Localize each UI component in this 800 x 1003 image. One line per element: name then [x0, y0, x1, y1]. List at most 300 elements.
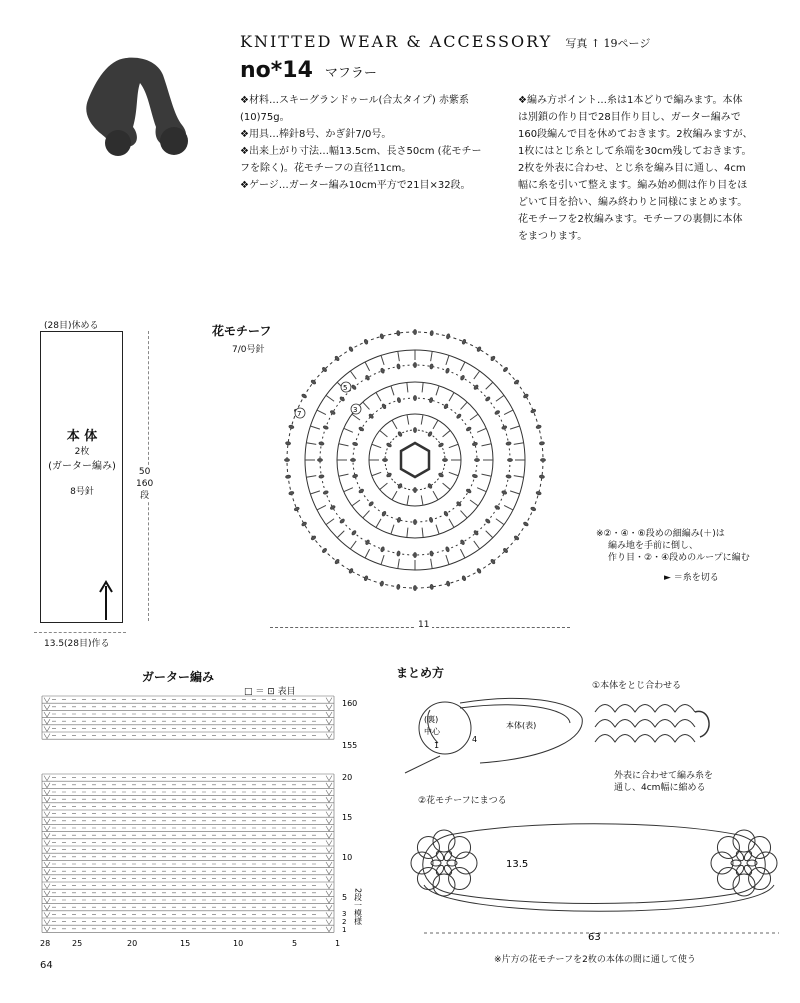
- stitch-mark: [323, 490, 328, 494]
- row-label: 15: [342, 813, 353, 822]
- back-label: (裏): [424, 715, 439, 724]
- stitch-mark: [428, 483, 433, 489]
- stitch-mark: [386, 443, 392, 448]
- stitch-mark: [430, 331, 433, 336]
- stitch-mark: [443, 459, 448, 462]
- stitch-mark: [477, 428, 486, 432]
- motif-needle: 7/0号針: [232, 345, 265, 355]
- edge-slip-mark: [44, 812, 50, 817]
- repeat-label: 2段一模様: [353, 888, 363, 926]
- stitch-mark: [322, 548, 327, 553]
- stitch-mark: [436, 525, 439, 535]
- size-line: ❖出来上がり寸法…幅13.5cm、長さ50cm (花モチー: [240, 146, 482, 157]
- rows-unit: 段: [140, 491, 150, 501]
- stitch-mark: [397, 584, 400, 589]
- stitch-mark: [414, 488, 417, 493]
- stitch-mark: [446, 334, 450, 339]
- edge-slip-mark: [326, 848, 332, 853]
- stitch-mark: [310, 491, 320, 494]
- stitch-mark: [462, 339, 466, 345]
- stitch-mark: [430, 551, 434, 556]
- stitch-mark: [504, 410, 513, 415]
- stitch-mark: [496, 395, 504, 401]
- stitch-mark: [449, 444, 458, 447]
- stitch-mark: [317, 410, 326, 415]
- stitch-mark: [414, 363, 417, 368]
- stitch-mark: [326, 519, 334, 525]
- stitch-mark: [368, 501, 373, 506]
- stitch-mark: [539, 475, 544, 478]
- stitch-mark: [494, 505, 500, 510]
- edge-slip-mark: [44, 848, 50, 853]
- edge-slip-mark: [326, 840, 332, 845]
- stitch-mark: [531, 409, 537, 413]
- edge-slip-mark: [326, 920, 332, 925]
- edge-slip-mark: [44, 797, 50, 802]
- stitch-mark: [445, 547, 449, 552]
- stitch-mark: [482, 444, 492, 446]
- series-name: KNITTED WEAR & ACCESSORY: [240, 32, 553, 51]
- edge-slip-mark: [326, 812, 332, 817]
- stitch-mark: [541, 459, 546, 462]
- edge-slip-mark: [326, 705, 332, 710]
- stitch-mark: [460, 375, 465, 381]
- flower-motif-chart: [270, 315, 570, 615]
- stitch-mark: [539, 442, 544, 445]
- stitch-mark: [444, 511, 449, 517]
- stitch-mark: [407, 382, 408, 392]
- stitch-mark: [397, 364, 401, 369]
- assembly-title: まとめ方: [396, 666, 445, 680]
- edge-slip-mark: [44, 876, 50, 881]
- stitch-mark: [414, 428, 417, 433]
- points-line: は別鎖の作り目で28目作り目し、ガーター編みで: [518, 112, 741, 123]
- stitch-mark: [482, 474, 492, 476]
- stitch-mark: [462, 576, 466, 582]
- stitch-mark: [398, 351, 400, 361]
- stitch-mark: [443, 430, 451, 436]
- stitch-mark: [344, 488, 353, 492]
- stitch-mark: [407, 495, 409, 505]
- col-label: 25: [72, 939, 83, 948]
- stitch-mark: [398, 559, 400, 569]
- stitch-mark: [470, 500, 478, 506]
- stitch-mark: [494, 410, 500, 415]
- stitch-mark: [286, 475, 291, 478]
- stitch-mark: [319, 442, 324, 446]
- stitch-mark: [460, 539, 465, 545]
- stitch-mark: [397, 517, 401, 522]
- stitch-mark: [319, 475, 324, 479]
- col-label: 1: [335, 939, 341, 948]
- edge-slip-mark: [44, 927, 50, 932]
- stitch-mark: [301, 394, 307, 399]
- row-label: 2: [342, 918, 347, 926]
- stitch-mark: [326, 395, 334, 401]
- stitch-mark: [330, 410, 336, 415]
- flower-petal: [433, 874, 455, 896]
- attach-motif-illustration: [400, 688, 590, 798]
- edge-slip-mark: [326, 698, 332, 703]
- stitch-mark: [398, 483, 403, 489]
- edge-slip-mark: [44, 783, 50, 788]
- col-label: 20: [127, 939, 138, 948]
- edge-slip-mark: [326, 826, 332, 831]
- seam-illustration: [590, 692, 720, 762]
- round-5-label: 5: [343, 384, 348, 392]
- stitch-mark: [380, 581, 384, 586]
- stitch-mark: [301, 522, 307, 527]
- stitch-mark: [349, 346, 354, 352]
- row-label: 155: [342, 741, 358, 750]
- stitch-mark: [339, 474, 349, 476]
- size-line: フを除く)。花モチーフの直径11cm。: [240, 163, 412, 174]
- edge-slip-mark: [326, 927, 332, 932]
- motif-note: 作り目・②・④段めのループに編む: [608, 553, 750, 563]
- seam-note-line: 外表に合わせて編み糸を: [614, 771, 714, 781]
- stitch-mark: [359, 427, 365, 432]
- edge-slip-mark: [326, 869, 332, 874]
- stitch-mark: [444, 404, 449, 410]
- row-label: 5: [342, 893, 348, 902]
- stitch-mark: [508, 459, 513, 462]
- stitch-mark: [421, 415, 423, 425]
- stitch-mark: [461, 402, 468, 409]
- stitch-mark: [536, 425, 541, 429]
- points-line: どいて目を拾い、編み終わりと同様にまとめます。: [518, 197, 748, 208]
- stitch-mark: [470, 414, 478, 420]
- stitch-mark: [365, 539, 370, 545]
- edge-slip-mark: [326, 797, 332, 802]
- center-label: 中心: [424, 727, 440, 736]
- edge-slip-mark: [44, 734, 50, 739]
- points-line: 160段編んで目を休めておきます。2枚編みますが、: [518, 129, 753, 140]
- stitch-mark: [352, 474, 357, 478]
- edge-slip-mark: [44, 719, 50, 724]
- materials-line: ❖材料…スキーグランドゥール(合太タイプ) 赤紫系: [240, 95, 469, 106]
- cut-yarn-legend: ► ＝糸を切る: [664, 573, 719, 583]
- motif-note: ※②・④・⑥段めの細編み(＋)は: [596, 529, 725, 539]
- stitch-mark: [433, 491, 438, 500]
- stitch-mark: [430, 584, 433, 589]
- stitch-mark: [351, 384, 356, 389]
- stitch-mark: [397, 397, 401, 402]
- stitch-mark: [422, 528, 423, 538]
- stitch-mark: [429, 397, 433, 402]
- body-labels: [40, 425, 124, 497]
- stitch-mark: [523, 394, 529, 399]
- stitch-mark: [446, 355, 449, 365]
- edge-slip-mark: [44, 705, 50, 710]
- stitch-mark: [398, 431, 403, 437]
- stitch-mark: [350, 371, 356, 379]
- stitch-mark: [449, 472, 458, 475]
- edge-slip-mark: [44, 840, 50, 845]
- seam-note-line: 通し、4cm幅に縮める: [614, 783, 706, 793]
- stitch-mark: [352, 414, 360, 420]
- stitch-mark: [363, 402, 370, 409]
- flower-petal: [455, 852, 477, 874]
- stitch-mark: [431, 351, 433, 361]
- stitch-mark: [365, 375, 370, 381]
- stitch-mark: [289, 425, 294, 429]
- stitch-mark: [421, 495, 423, 505]
- stitch-mark: [506, 442, 511, 446]
- row-label: 3: [342, 910, 347, 918]
- edge-slip-mark: [326, 912, 332, 917]
- stitch-mark: [376, 519, 381, 528]
- body-title: 本 体: [66, 429, 98, 444]
- stitch-mark: [414, 396, 417, 401]
- stitch-mark: [330, 505, 336, 510]
- edge-slip-mark: [44, 869, 50, 874]
- stitch-mark: [460, 549, 465, 558]
- row-label: 20: [342, 773, 353, 782]
- stitch-mark: [407, 528, 408, 538]
- item-name: マフラー: [324, 66, 377, 81]
- edge-slip-mark: [326, 804, 332, 809]
- stitch-mark: [386, 473, 392, 478]
- stitch-mark: [449, 392, 454, 401]
- edge-slip-mark: [44, 898, 50, 903]
- stitch-mark: [486, 382, 493, 389]
- length-rows: 160: [136, 479, 154, 489]
- assembly-note: ※片方の花モチーフを2枚の本体の間に通して使う: [494, 955, 696, 965]
- stitch-mark: [477, 568, 482, 574]
- edge-slip-mark: [326, 905, 332, 910]
- stitch-mark: [391, 386, 394, 396]
- flower-petal: [733, 874, 755, 896]
- stitch-mark: [472, 442, 477, 446]
- method-points: [518, 92, 783, 245]
- stitch-mark: [502, 425, 507, 429]
- stitch-mark: [431, 559, 433, 569]
- materials-line: (10)75g。: [240, 112, 290, 123]
- finished-width: 13.5: [506, 859, 529, 870]
- stitch-mark: [536, 491, 541, 495]
- edge-slip-mark: [326, 712, 332, 717]
- edge-slip-mark: [44, 819, 50, 824]
- stitch-mark: [496, 519, 504, 525]
- col-label: 5: [292, 939, 298, 948]
- stitch-mark: [503, 367, 508, 372]
- edge-slip-mark: [44, 790, 50, 795]
- stitch-mark: [339, 444, 349, 446]
- finished-length: 63: [588, 932, 601, 943]
- stitch-mark: [391, 525, 394, 535]
- edge-slip-mark: [44, 826, 50, 831]
- col-label: 15: [180, 939, 191, 948]
- stitch-mark: [365, 549, 370, 558]
- stitch-mark: [286, 442, 291, 445]
- stitch-mark: [461, 511, 468, 518]
- round-7-label: 7: [297, 410, 302, 418]
- points-line: 2枚を外表に合わせ、とじ糸を編み目に通し、4cm: [518, 163, 746, 174]
- stitch-mark: [380, 368, 384, 373]
- stitch-mark: [364, 576, 368, 582]
- stitch-mark: [485, 396, 490, 401]
- edge-slip-mark: [326, 891, 332, 896]
- stitch-mark: [363, 511, 370, 518]
- stitch-mark: [397, 331, 400, 336]
- edge-slip-mark: [326, 776, 332, 781]
- edge-slip-mark: [326, 734, 332, 739]
- stitch-mark: [372, 444, 381, 447]
- stitch-mark: [531, 507, 537, 511]
- edge-slip-mark: [44, 891, 50, 896]
- col-label: 28: [40, 939, 51, 948]
- garter-stitch-chart: [30, 692, 375, 950]
- stitch-mark: [351, 530, 356, 535]
- stitch-mark: [506, 475, 511, 479]
- stitch-mark: [380, 547, 384, 552]
- stitch-mark: [510, 491, 520, 494]
- stitch-mark: [445, 368, 449, 373]
- stitch-mark: [475, 459, 480, 462]
- pattern-number: [240, 58, 377, 83]
- stitch-mark: [351, 459, 356, 462]
- edge-slip-mark: [44, 862, 50, 867]
- finished-scarf-illustration: [404, 815, 794, 945]
- edge-slip-mark: [44, 884, 50, 889]
- edge-slip-mark: [326, 876, 332, 881]
- stitch-mark: [477, 346, 482, 352]
- stitch-mark: [466, 427, 472, 432]
- flower-petal: [755, 852, 777, 874]
- gauge-line: ❖ゲージ…ガーター編み10cm平方で21目×32段。: [240, 180, 471, 191]
- stitch-mark: [349, 568, 354, 574]
- edge-slip-mark: [44, 698, 50, 703]
- stitch-mark: [364, 339, 368, 345]
- edge-slip-mark: [44, 920, 50, 925]
- stitch-mark: [380, 483, 388, 489]
- stitch-mark: [514, 476, 524, 478]
- stitch-mark: [433, 420, 438, 429]
- stitch-mark: [486, 531, 493, 538]
- points-line: をまつります。: [518, 231, 588, 242]
- body-stitch: (ガーター編み): [48, 461, 116, 472]
- stitch-mark: [392, 420, 397, 429]
- edge-slip-mark: [326, 855, 332, 860]
- assembly-step2: ②花モチーフにまつる: [418, 796, 507, 806]
- dim-4: 4: [472, 735, 478, 744]
- stitch-mark: [380, 334, 384, 339]
- item-number: no*14: [240, 58, 313, 83]
- stitch-mark: [381, 355, 384, 365]
- stitch-mark: [502, 490, 507, 494]
- body-count: 2枚: [74, 447, 90, 457]
- stitch-mark: [352, 442, 357, 446]
- round-3-label: 3: [353, 406, 358, 414]
- motif-note: 編み地を手前に倒し、: [608, 541, 699, 551]
- stitch-mark: [446, 555, 449, 565]
- materials-section: [240, 92, 505, 194]
- edge-slip-mark: [326, 833, 332, 838]
- edge-slip-mark: [326, 726, 332, 731]
- seam-note: [614, 770, 713, 794]
- stitch-mark: [414, 553, 417, 558]
- edge-slip-mark: [44, 912, 50, 917]
- body-needle: 8号針: [70, 487, 94, 497]
- stitch-mark: [381, 555, 384, 565]
- photo-reference: 写真 ↑ 19ページ: [565, 37, 651, 50]
- stitch-mark: [372, 472, 381, 475]
- row-label: 1: [342, 926, 347, 934]
- stitch-mark: [430, 364, 434, 369]
- stitch-mark: [514, 443, 524, 445]
- stitch-mark: [504, 505, 513, 510]
- garter-title: ガーター編み: [142, 670, 215, 684]
- stitch-mark: [436, 386, 439, 396]
- stitch-mark: [422, 382, 423, 392]
- edge-slip-mark: [44, 776, 50, 781]
- stitch-mark: [382, 511, 387, 517]
- edge-slip-mark: [326, 819, 332, 824]
- stitch-mark: [460, 362, 465, 371]
- edge-slip-mark: [326, 783, 332, 788]
- stitch-mark: [414, 586, 417, 591]
- stitch-mark: [438, 443, 444, 448]
- stitch-mark: [350, 541, 356, 549]
- edge-slip-mark: [326, 719, 332, 724]
- motif-title: 花モチーフ: [212, 324, 272, 338]
- stitch-mark: [477, 488, 486, 492]
- stitch-mark: [443, 483, 451, 489]
- edge-slip-mark: [44, 804, 50, 809]
- width-dimension-line: [34, 632, 126, 633]
- stitch-mark: [365, 362, 370, 371]
- stitch-mark: [414, 330, 417, 335]
- points-line: 幅に糸を引いて整えます。編み始め側は作り目をほ: [518, 180, 748, 191]
- stitch-mark: [306, 476, 316, 478]
- stitch-mark: [337, 531, 344, 538]
- edge-slip-mark: [44, 712, 50, 717]
- points-line: 花モチーフを2枚編みます。モチーフの裏側に本体: [518, 214, 743, 225]
- stitch-mark: [359, 489, 365, 494]
- points-line: ❖編み方ポイント…糸は1本どりで編みます。本体: [518, 95, 743, 106]
- row-label: 160: [342, 699, 358, 708]
- stitch-mark: [392, 491, 397, 500]
- length-cm: 50: [138, 467, 151, 477]
- direction-arrow-icon: [95, 580, 117, 620]
- stitch-mark: [456, 413, 461, 418]
- stitch-mark: [414, 520, 417, 525]
- points-line: 1枚にはとじ糸として糸端を30cm残しておきます。: [518, 146, 752, 157]
- flower-petal: [411, 852, 433, 874]
- stitch-mark: [438, 473, 444, 478]
- body-bottom-note: 13.5(28目)作る: [44, 639, 110, 649]
- stitch-mark: [310, 426, 320, 429]
- edge-slip-mark: [326, 898, 332, 903]
- stitch-mark: [352, 500, 360, 506]
- edge-slip-mark: [326, 862, 332, 867]
- stitch-mark: [380, 430, 388, 436]
- stitch-mark: [285, 459, 290, 462]
- stitch-mark: [383, 459, 388, 462]
- body-face-label: 本体(表): [506, 721, 537, 730]
- stitch-mark: [510, 426, 520, 429]
- stitch-mark: [485, 518, 490, 523]
- stitch-mark: [317, 505, 326, 510]
- stitch-mark: [429, 517, 433, 522]
- stitch-mark: [449, 519, 454, 528]
- stitch-mark: [407, 415, 409, 425]
- stitch-mark: [289, 491, 294, 495]
- stitch-mark: [474, 371, 480, 379]
- stitch-mark: [466, 489, 472, 494]
- motif-width: 11: [415, 620, 432, 630]
- stitch-mark: [428, 431, 433, 437]
